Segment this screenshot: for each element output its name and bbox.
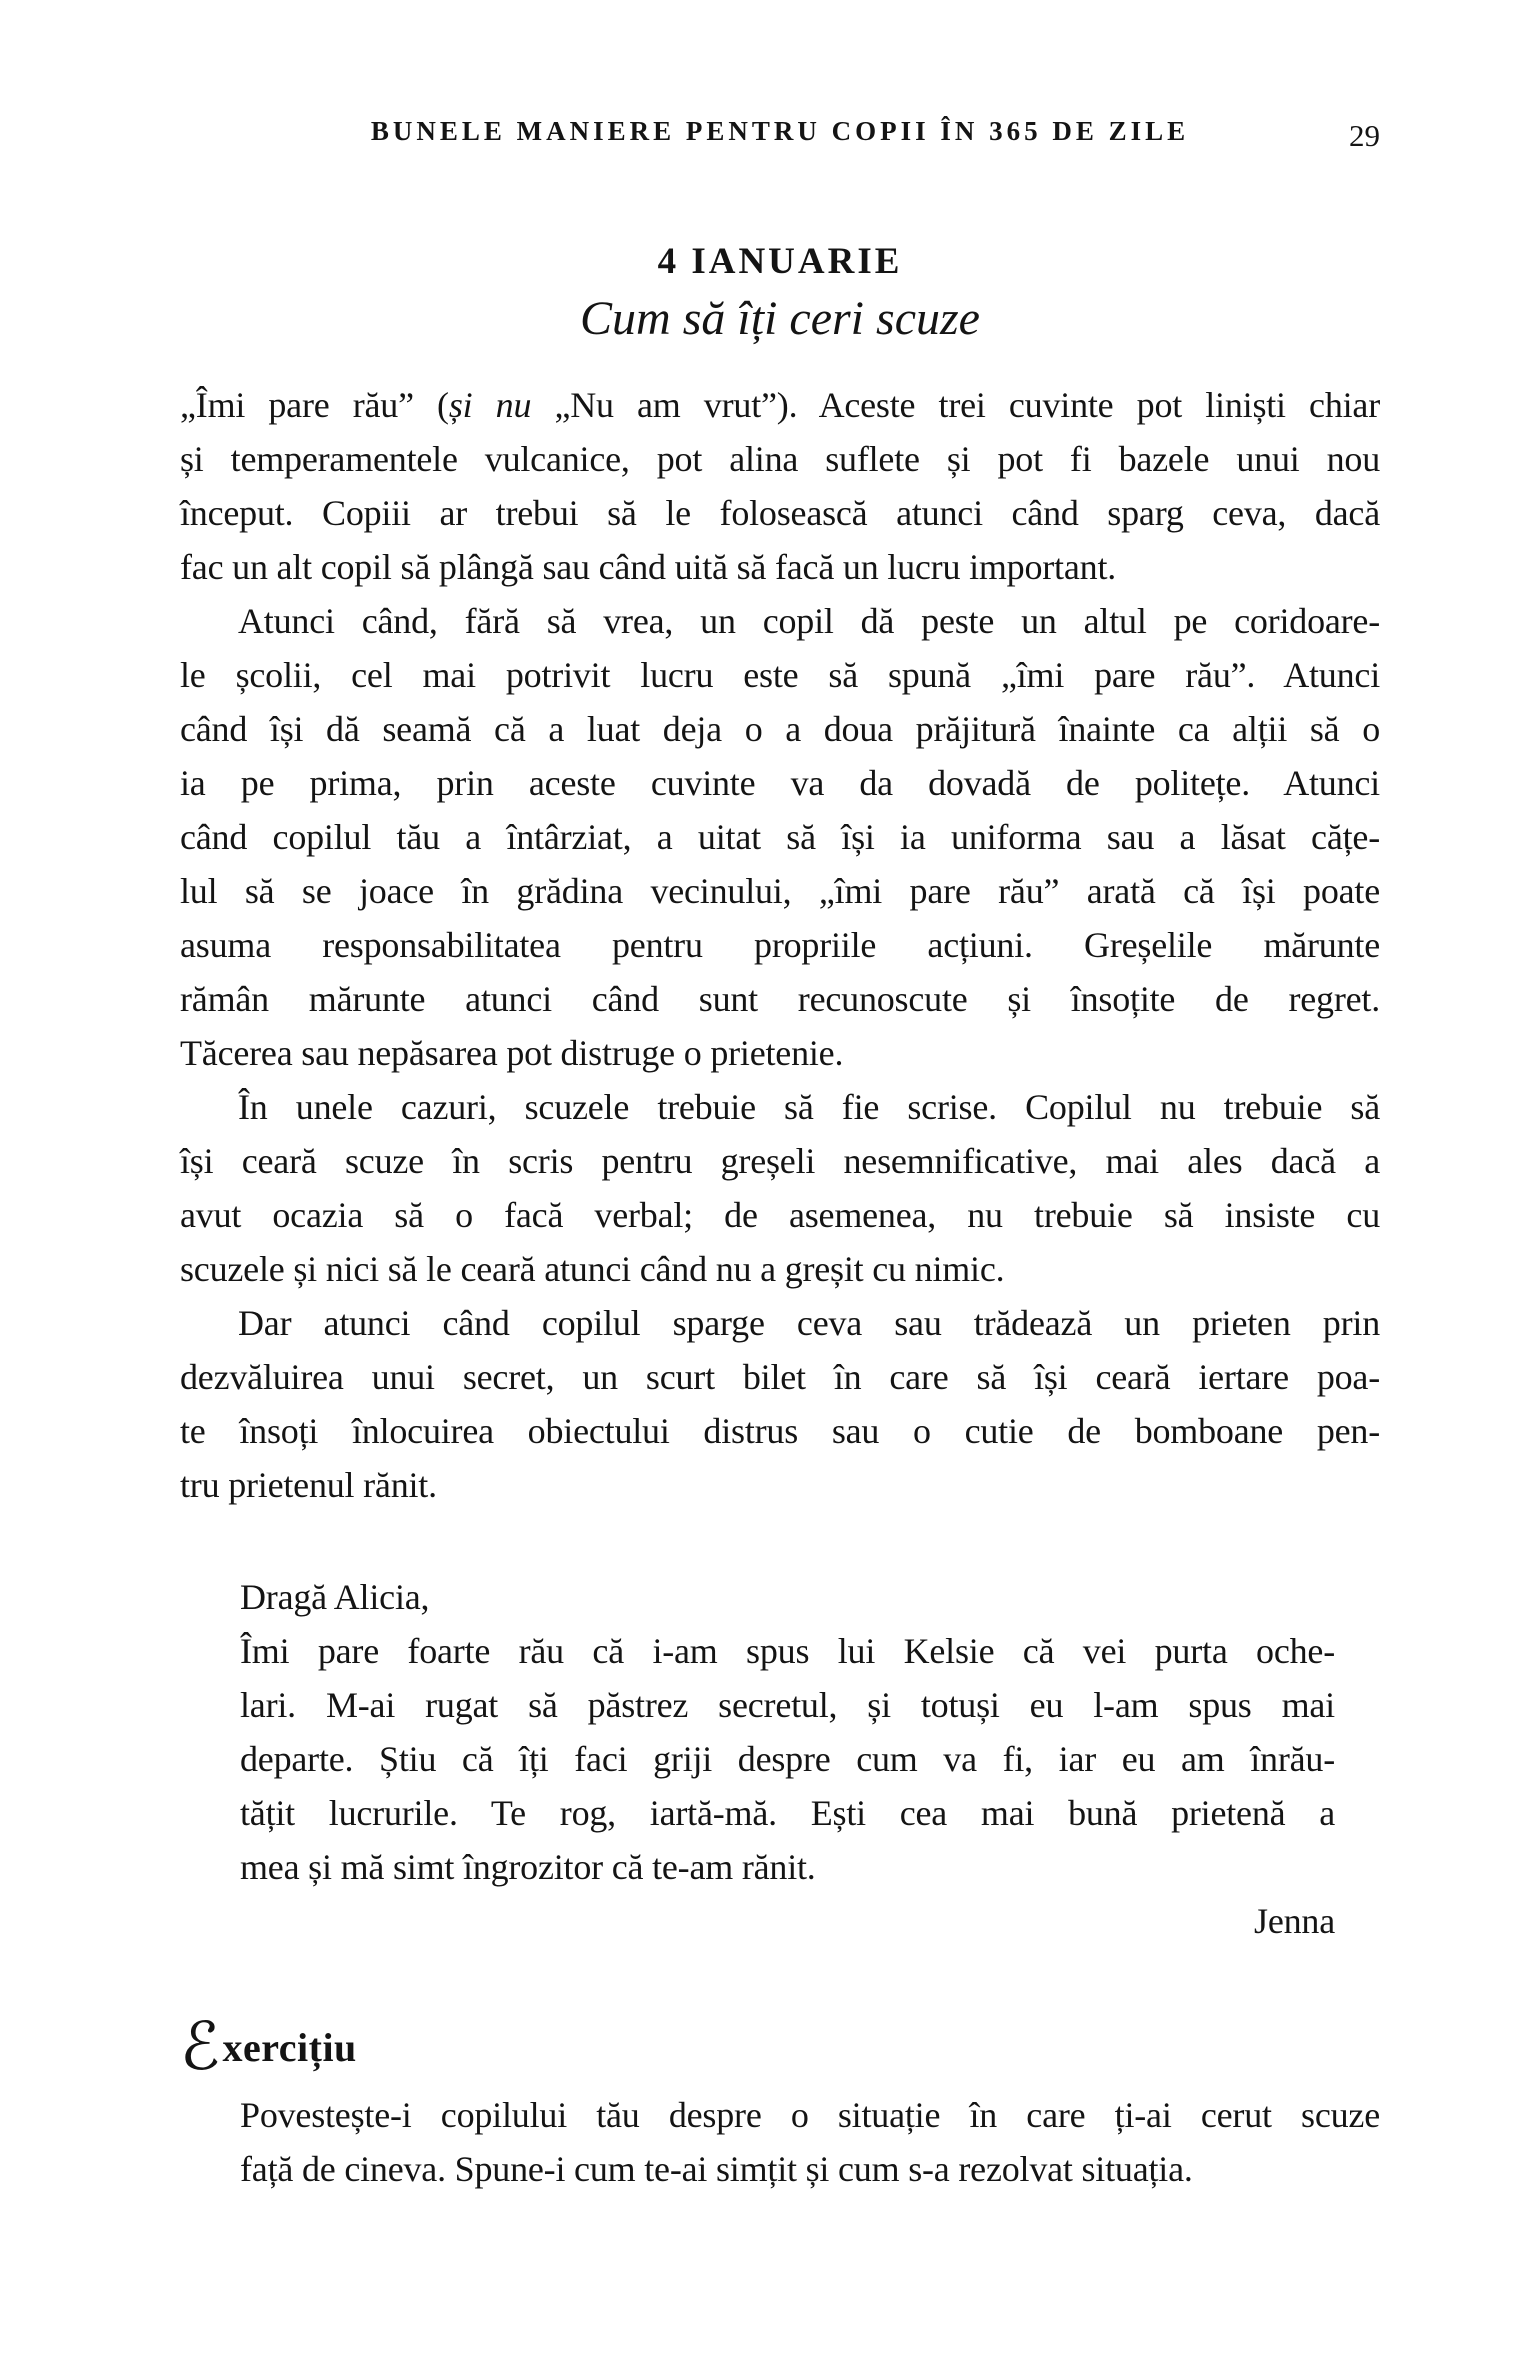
entry-date-heading: 4 IANUARIE [657, 241, 903, 282]
text-line: În unele cazuri, scuzele trebuie să fie scrise. Copilul nu trebuie să [238, 1087, 1380, 1127]
text-line: dezvăluirea unui secret, un scurt bilet în care să își ceară iertare poa- [180, 1357, 1380, 1397]
letter-salutation: Dragă Alicia, [240, 1577, 430, 1617]
text-line: început. Copiii ar trebui să le folosească atunci când sparg ceva, dacă [180, 493, 1380, 533]
text-line: rămân mărunte atunci când sunt recunoscute și însoțite de regret. [180, 979, 1380, 1019]
text-line: asuma responsabilitatea pentru propriile acțiuni. Greșelile mărunte [180, 925, 1380, 965]
text-line: față de cineva. Spune-i cum te-ai simțit și cum s-a rezolvat situația. [240, 2149, 1193, 2189]
running-header-title: BUNELE MANIERE PENTRU COPII ÎN 365 DE ZILE [370, 116, 1190, 146]
text-line: Îmi pare foarte rău că i-am spus lui Kelsie că vei purta oche- [240, 1631, 1335, 1671]
exercise-heading-initial: ℰ [180, 2008, 221, 2085]
text-line: lari. M-ai rugat să păstrez secretul, și totuși eu l-am spus mai [240, 1685, 1335, 1725]
letter-signature: Jenna [1254, 1901, 1335, 1941]
paragraph-3 [180, 1080, 1380, 1296]
text-line: mea și mă simt îngrozitor că te-am rănit. [240, 1847, 816, 1887]
text-block [180, 0, 1380, 2196]
entry-body [180, 378, 1380, 1512]
text-line: Dar atunci când copilul sparge ceva sau trădează un prieten prin [238, 1303, 1380, 1343]
text-line: Povestește-i copilului tău despre o situație în care ți-ai cerut scuze [240, 2095, 1380, 2135]
exercise-heading [180, 2008, 1380, 2085]
page-number: 29 [1349, 118, 1380, 153]
apology-letter [240, 1570, 1335, 1948]
text-line: când copilul tău a întârziat, a uitat să își ia uniforma sau a lăsat cățe- [180, 817, 1380, 857]
text-line: te însoți înlocuirea obiectului distrus sau o cutie de bomboane pen- [180, 1411, 1380, 1451]
text-line: tru prietenul rănit. [180, 1465, 437, 1505]
exercise-heading-rest: xercițiu [222, 2025, 357, 2070]
text-line: tățit lucrurile. Te rog, iartă-mă. Ești cea mai bună prietenă a [240, 1793, 1335, 1833]
exercise-section [180, 2008, 1380, 2196]
text-line: fac un alt copil să plângă sau când uită să facă un lucru important. [180, 547, 1117, 587]
paragraph-1 [180, 378, 1380, 594]
text-line: le școlii, cel mai potrivit lucru este să spună „îmi pare rău”. Atunci [180, 655, 1380, 695]
text-line: Tăcerea sau nepăsarea pot distruge o prietenie. [180, 1033, 844, 1073]
text-line: „Îmi pare rău” (și nu „Nu am vrut”). Aceste trei cuvinte pot liniști chiar [180, 385, 1380, 425]
text-line: Atunci când, fără să vrea, un copil dă peste un altul pe coridoare- [238, 601, 1380, 641]
text-line: lul să se joace în grădina vecinului, „îmi pare rău” arată că își poate [180, 871, 1380, 911]
text-line: și temperamentele vulcanice, pot alina suflete și pot fi bazele unui nou [180, 439, 1380, 479]
text-line: ia pe prima, prin aceste cuvinte va da dovadă de politețe. Atunci [180, 763, 1380, 803]
running-header [180, 116, 1380, 158]
entry-title: Cum să îți ceri scuze [580, 292, 980, 345]
text-line: își ceară scuze în scris pentru greșeli nesemnificative, mai ales dacă a [180, 1141, 1380, 1181]
exercise-body [240, 2088, 1380, 2196]
text-line: când își dă seamă că a luat deja o a doua prăjitură înainte ca alții să o [180, 709, 1380, 749]
text-line: avut ocazia să o facă verbal; de asemenea, nu trebuie să insiste cu [180, 1195, 1380, 1235]
paragraph-4 [180, 1296, 1380, 1512]
text-line: departe. Știu că îți faci griji despre cum va fi, iar eu am înrău- [240, 1739, 1335, 1779]
paragraph-2 [180, 594, 1380, 1080]
text-line: scuzele și nici să le ceară atunci când nu a greșit cu nimic. [180, 1249, 1005, 1289]
